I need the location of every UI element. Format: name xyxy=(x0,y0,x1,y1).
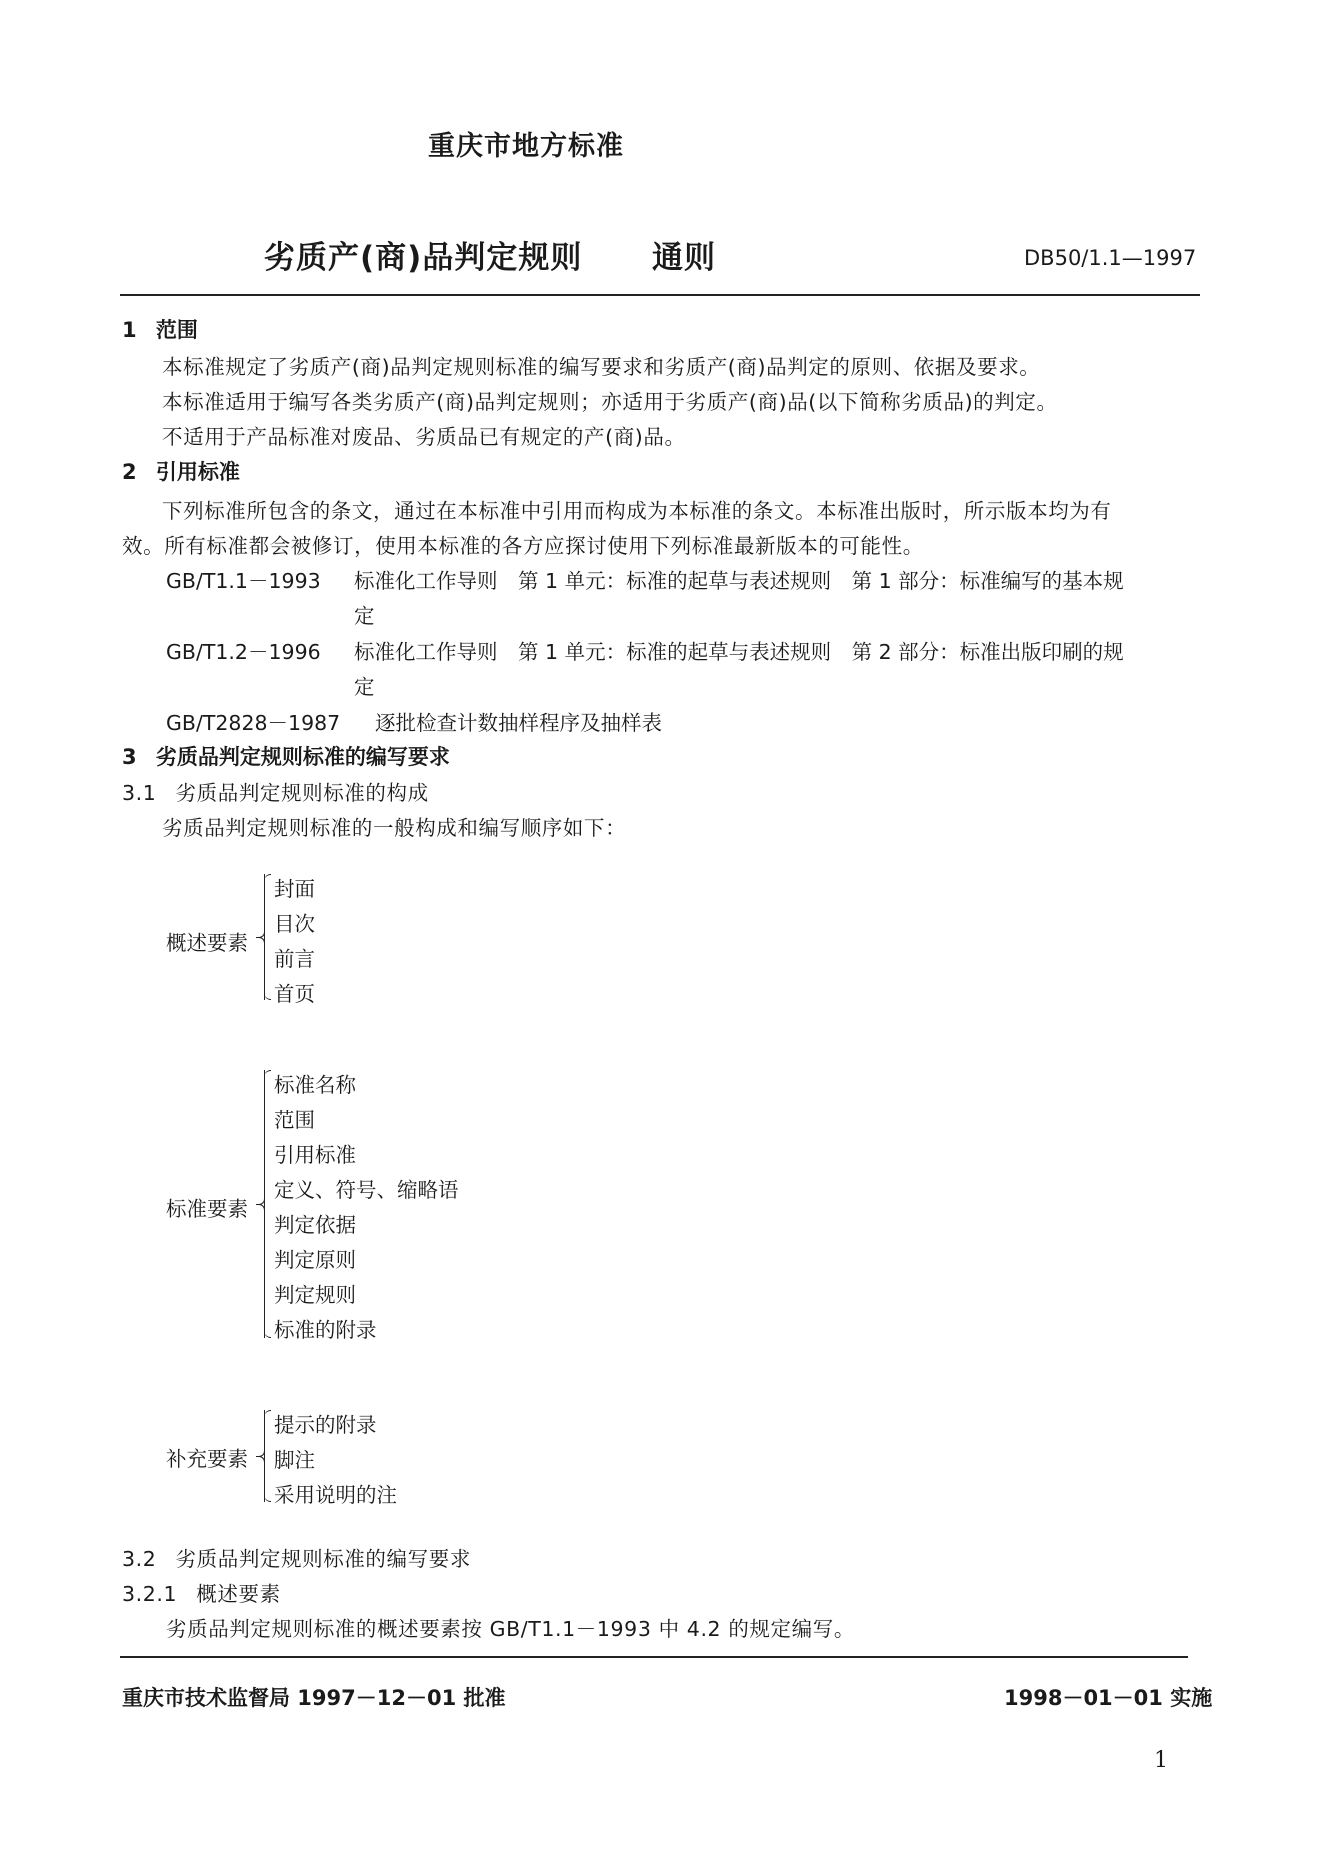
implementation-date: 1998－01－01 实施 xyxy=(1004,1686,1213,1710)
section-3-1-heading: 3.1 劣质品判定规则标准的构成 xyxy=(122,781,429,805)
section-3-1-text: 劣质品判定规则标准的一般构成和编写顺序如下： xyxy=(162,816,627,840)
group-item: 判定规则 xyxy=(274,1283,356,1307)
group-item: 提示的附录 xyxy=(274,1413,377,1437)
group-item: 首页 xyxy=(274,982,315,1006)
document-title: 劣质产(商)品判定规则 xyxy=(264,240,583,276)
reference-title-continuation: 定 xyxy=(354,604,375,628)
reference-code: GB/T1.2－1996 xyxy=(166,640,321,664)
section-3-heading: 3 劣质品判定规则标准的编写要求 xyxy=(122,745,450,769)
group-item: 判定依据 xyxy=(274,1213,356,1237)
group-item: 脚注 xyxy=(274,1448,315,1472)
document-subtitle: 通则 xyxy=(652,240,716,276)
section-1-heading: 1 范围 xyxy=(122,318,198,342)
header-divider xyxy=(120,294,1200,296)
section-3-2-1-text: 劣质品判定规则标准的概述要素按 GB/T1.1－1993 中 4.2 的规定编写。 xyxy=(166,1617,855,1641)
reference-title: 标准化工作导则 第 1 单元：标准的起草与表述规则 第 1 部分：标准编写的基本规 xyxy=(354,569,1124,593)
section-2-paragraph-line-2: 效。所有标准都会被修订，使用本标准的各方应探讨使用下列标准最新版本的可能性。 xyxy=(122,534,924,558)
reference-title: 标准化工作导则 第 1 单元：标准的起草与表述规则 第 2 部分：标准出版印刷的规 xyxy=(354,640,1124,664)
section-2-paragraph-line-1: 下列标准所包含的条文，通过在本标准中引用而构成为本标准的条文。本标准出版时，所示版本均为有 xyxy=(162,499,1112,523)
reference-code: GB/T2828－1987 xyxy=(166,711,341,735)
page-number: 1 xyxy=(1154,1748,1168,1773)
group-brace xyxy=(264,1410,273,1502)
reference-title-continuation: 定 xyxy=(354,675,375,699)
reference-title: 逐批检查计数抽样程序及抽样表 xyxy=(375,711,662,735)
group-item: 目次 xyxy=(274,912,315,936)
group-item: 封面 xyxy=(274,877,315,901)
section-2-heading: 2 引用标准 xyxy=(122,460,240,484)
group-item: 引用标准 xyxy=(274,1143,356,1167)
section-1-paragraph-2: 本标准适用于编写各类劣质产(商)品判定规则；亦适用于劣质产(商)品(以下简称劣质品)的判定。 xyxy=(162,390,1058,414)
section-1-paragraph-3: 不适用于产品标准对废品、劣质品已有规定的产(商)品。 xyxy=(162,425,686,449)
group-item: 前言 xyxy=(274,947,315,971)
group-label: 补充要素 xyxy=(166,1447,248,1471)
section-3-2-heading: 3.2 劣质品判定规则标准的编写要求 xyxy=(122,1547,471,1571)
group-item: 标准名称 xyxy=(274,1073,356,1097)
issuer-heading: 重庆市地方标准 xyxy=(428,131,624,162)
group-label: 概述要素 xyxy=(166,931,248,955)
group-item: 标准的附录 xyxy=(274,1318,377,1342)
group-brace xyxy=(264,874,273,1000)
reference-code: GB/T1.1－1993 xyxy=(166,569,321,593)
standard-code: DB50/1.1—1997 xyxy=(1024,246,1197,270)
group-item: 采用说明的注 xyxy=(274,1483,397,1507)
section-3-2-1-heading: 3.2.1 概述要素 xyxy=(122,1582,281,1606)
group-item: 范围 xyxy=(274,1108,315,1132)
group-item: 定义、符号、缩略语 xyxy=(274,1178,459,1202)
group-item: 判定原则 xyxy=(274,1248,356,1272)
group-label: 标准要素 xyxy=(166,1197,248,1221)
approval-line: 重庆市技术监督局 1997－12－01 批准 xyxy=(122,1686,506,1710)
footer-divider xyxy=(120,1656,1188,1658)
group-brace xyxy=(264,1070,273,1338)
section-1-paragraph-1: 本标准规定了劣质产(商)品判定规则标准的编写要求和劣质产(商)品判定的原则、依据及要求。 xyxy=(162,355,1041,379)
